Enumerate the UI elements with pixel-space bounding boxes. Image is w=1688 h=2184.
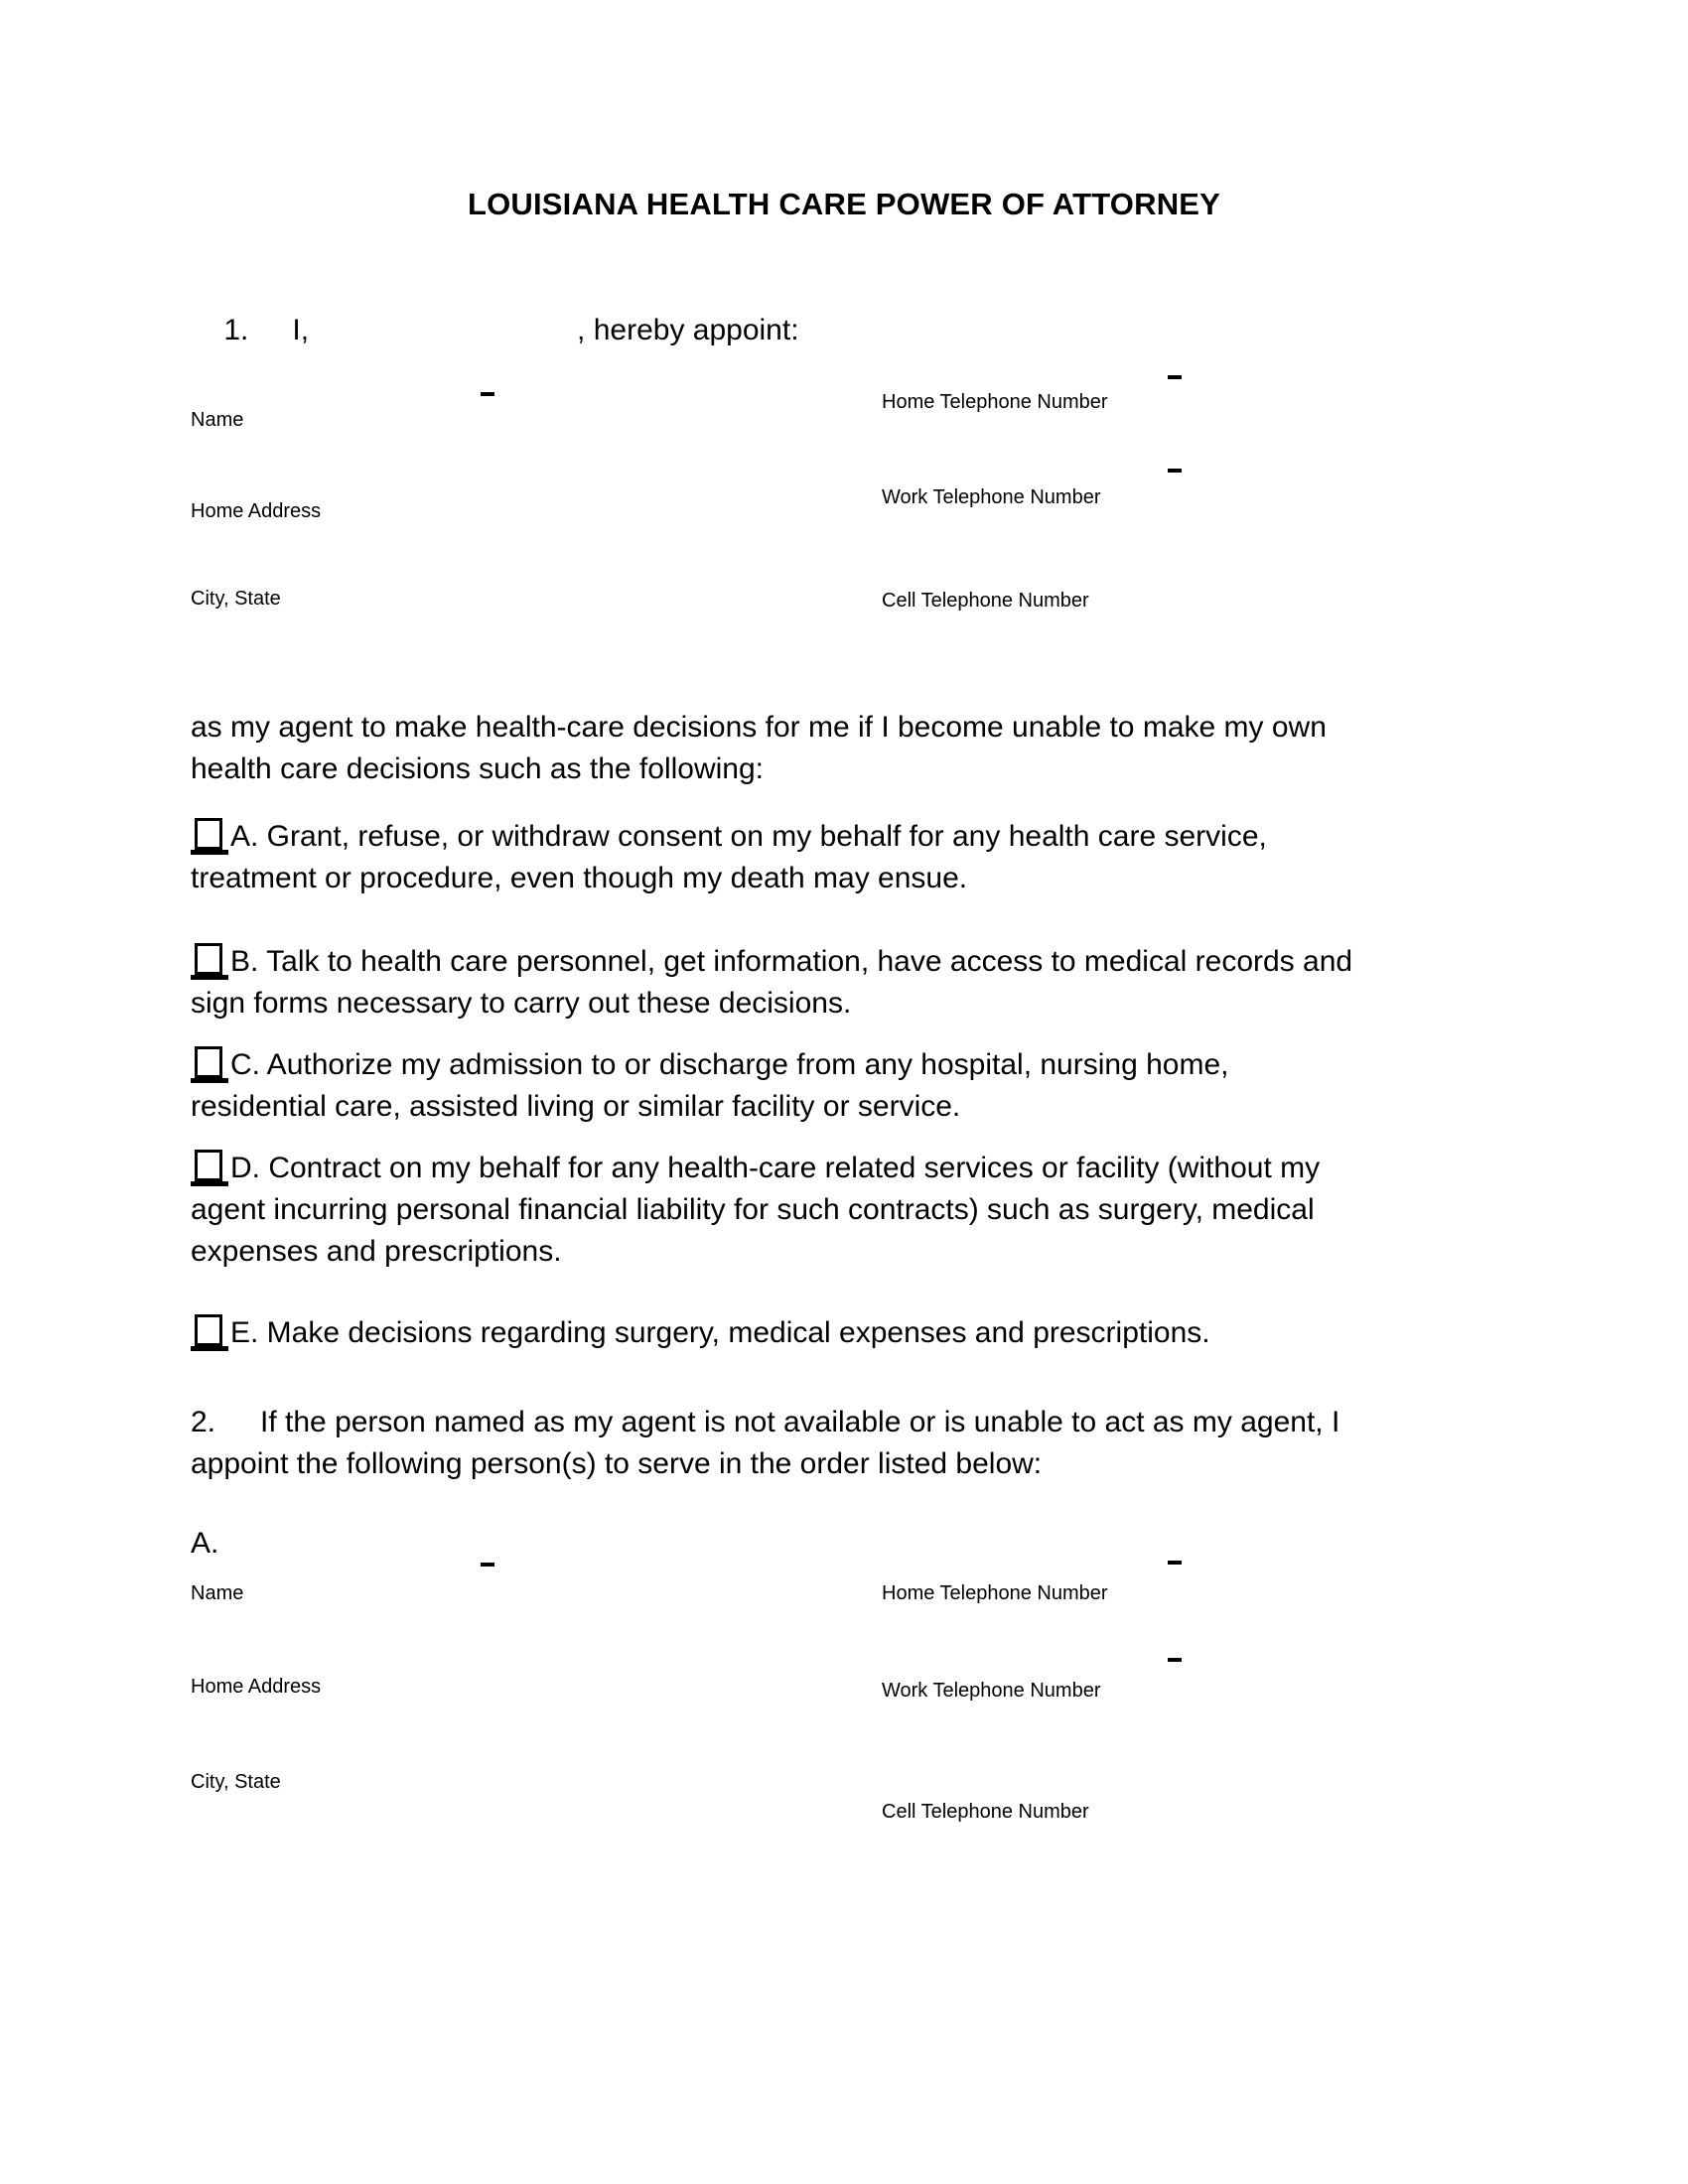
authority-item-a-label: A. Grant, refuse, or withdraw consent on my behalf for any health care service, treatment or procedure, even though my death may ensue. [191,820,1267,894]
contact-row [0,387,1688,482]
home-address-field-label: Home Address [191,1676,322,1698]
name-field-label: Name [191,1582,244,1604]
successor-a-contact-block [0,1559,1688,1844]
checkbox-icon-a[interactable] [191,818,224,854]
checkbox-box [195,818,222,850]
checkbox-underline [191,1346,228,1351]
home-telephone-field-label: Home Telephone Number [882,1582,1108,1604]
city-state-field-label: City, State [191,588,281,610]
home-phone-dash-mark [1168,1561,1182,1565]
authority-item-e[interactable] [191,1312,1372,1354]
checkbox-icon-c[interactable] [191,1046,224,1082]
section-1-lead: I, [292,314,310,346]
cell-telephone-field-label: Cell Telephone Number [882,1801,1089,1823]
checkbox-box [195,1046,222,1078]
authority-item-b-label: B. Talk to health care personnel, get information, have access to medical records and sign forms necessary to carry out these decisions. [191,945,1353,1020]
contact-row [0,1654,1688,1749]
section-1-number: 1. [223,314,249,346]
home-address-field-label: Home Address [191,500,322,522]
checkbox-box [195,1314,222,1346]
contact-row [0,578,1688,673]
checkbox-underline [191,1078,228,1083]
checkbox-box [195,943,222,975]
authority-item-c-label: C. Authorize my admission to or discharge from any hospital, nursing home, residential care, assisted living or similar facility or service. [191,1048,1229,1123]
contact-row [0,482,1688,578]
authority-item-d[interactable] [191,1148,1372,1273]
work-phone-dash-mark [1168,469,1182,473]
home-phone-dash-mark [1168,375,1182,379]
checkbox-icon-e[interactable] [191,1314,224,1350]
home-telephone-field-label: Home Telephone Number [882,391,1108,413]
checkbox-underline [191,1181,228,1186]
name-dash-mark [481,392,494,396]
authority-item-e-label: E. Make decisions regarding surgery, medical expenses and prescriptions. [230,1316,1210,1349]
work-telephone-field-label: Work Telephone Number [882,486,1101,508]
page-title: LOUISIANA HEALTH CARE POWER OF ATTORNEY [467,187,1221,221]
checkbox-box [195,1150,222,1181]
work-phone-dash-mark [1168,1658,1182,1662]
section-1-tail: , hereby appoint: [577,314,799,346]
checkbox-icon-d[interactable] [191,1150,224,1185]
authority-item-b[interactable] [191,941,1372,1024]
cell-telephone-field-label: Cell Telephone Number [882,590,1089,612]
contact-row [0,1559,1688,1654]
checkbox-underline [191,975,228,980]
authority-item-d-label: D. Contract on my behalf for any health-care related services or facility (without my agent incurring personal financial liability for such contracts) such as surgery, medical expenses and prescriptions. [191,1152,1321,1268]
successor-a-heading: A. [191,1527,219,1560]
checkbox-icon-b[interactable] [191,943,224,979]
checkbox-underline [191,850,228,855]
authority-item-a[interactable] [191,816,1372,899]
authority-item-c[interactable] [191,1044,1372,1128]
city-state-field-label: City, State [191,1771,281,1793]
agent-authority-intro-paragraph: as my agent to make health-care decisions for me if I become unable to make my own health care decisions such as the following: [191,711,1327,785]
section-1-intro-line [191,280,799,381]
principal-agent-contact-block [0,387,1688,673]
name-dash-mark [481,1563,494,1567]
section-2-paragraph: 2. If the person named as my agent is not available or is unable to act as my agent, I appoint the following person(s) to serve in the order listed below: [191,1406,1340,1480]
work-telephone-field-label: Work Telephone Number [882,1680,1101,1702]
contact-row [0,1749,1688,1844]
name-field-label: Name [191,409,244,431]
